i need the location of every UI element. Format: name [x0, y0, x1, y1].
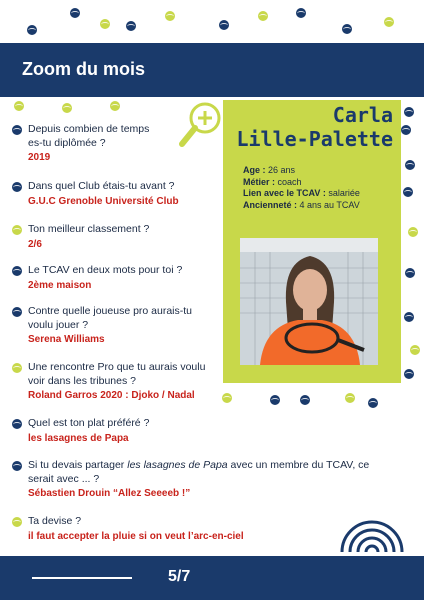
tennis-ball-icon: [342, 24, 352, 34]
tennis-ball-icon: [12, 517, 22, 527]
footer-bar: [0, 556, 424, 600]
answer: 2019: [28, 152, 51, 163]
profile-info: Age : 26 ans Métier : coach Lien avec le TCAV : salariée Ancienneté : 4 ans au TCAV: [243, 165, 360, 210]
tennis-ball-icon: [368, 398, 378, 408]
profile-card: [223, 100, 401, 383]
answer: 2/6: [28, 238, 42, 250]
tennis-ball-icon: [345, 393, 355, 403]
answer: Roland Garros 2020 : Djoko / Nadal: [28, 390, 195, 401]
tennis-ball-icon: [300, 395, 310, 405]
tennis-ball-icon: [12, 461, 22, 471]
question: Quel est ton plat préféré ?: [28, 417, 150, 429]
tennis-ball-icon: [12, 225, 22, 235]
tennis-ball-icon: [70, 8, 80, 18]
tennis-ball-icon: [126, 21, 136, 31]
tennis-ball-icon: [403, 187, 413, 197]
tennis-ball-icon: [296, 8, 306, 18]
tennis-ball-icon: [410, 345, 420, 355]
tennis-ball-icon: [405, 268, 415, 278]
question: Ton meilleur classement ?: [28, 223, 150, 235]
tennis-ball-icon: [401, 125, 411, 135]
qa-item: [12, 459, 382, 500]
footer-divider: [32, 577, 132, 579]
question: Le TCAV en deux mots pour toi ?: [28, 264, 183, 276]
question: Une rencontre Pro que tu aurais voulu voir dans les tribunes ?: [28, 361, 206, 387]
tennis-ball-icon: [404, 369, 414, 379]
answer: 2ème maison: [28, 279, 92, 291]
tennis-ball-icon: [165, 11, 175, 21]
answer: les lasagnes de Papa: [28, 432, 129, 444]
header-bar: [0, 43, 424, 97]
rainbow-icon: [336, 506, 408, 552]
tennis-ball-icon: [384, 17, 394, 27]
question: Si tu devais partager les lasagnes de Papa avec un membre du TCAV, ce serait avec ... ?: [28, 459, 370, 485]
qa-item: [12, 305, 222, 346]
tennis-ball-icon: [100, 19, 110, 29]
tennis-ball-icon: [12, 266, 22, 276]
tennis-ball-icon: [12, 307, 22, 317]
question: Ta devise ?: [28, 515, 82, 527]
qa-item: [12, 180, 222, 208]
profile-name: Carla Lille-Palette: [236, 103, 393, 151]
tennis-ball-icon: [12, 182, 22, 192]
tennis-ball-icon: [258, 11, 268, 21]
page-title: Zoom du mois: [22, 59, 145, 79]
tennis-ball-icon: [404, 107, 414, 117]
question: Depuis combien de temps es-tu diplômée ?: [28, 123, 150, 149]
tennis-ball-icon: [405, 160, 415, 170]
question: Dans quel Club étais-tu avant ?: [28, 180, 175, 192]
answer: G.U.C Grenoble Université Club: [28, 195, 179, 207]
tennis-ball-icon: [404, 312, 414, 322]
qa-item: [12, 515, 382, 543]
tennis-ball-icon: [62, 103, 72, 113]
tennis-ball-icon: [219, 20, 229, 30]
qa-item: [12, 123, 222, 164]
tennis-ball-icon: [14, 101, 24, 111]
qa-item: [12, 361, 222, 402]
tennis-ball-icon: [12, 363, 22, 373]
answer: Sébastien Drouin “Allez Seeeeb !”: [28, 488, 191, 499]
qa-item: [12, 264, 222, 292]
tennis-ball-icon: [110, 101, 120, 111]
qa-item: [12, 417, 222, 445]
answer: il faut accepter la pluie si on veut l’arc-en-ciel: [28, 530, 244, 542]
tennis-ball-icon: [12, 125, 22, 135]
profile-photo: [240, 238, 378, 365]
question: Contre quelle joueuse pro aurais-tu voulu jouer ?: [28, 305, 193, 331]
tennis-ball-icon: [270, 395, 280, 405]
tennis-ball-icon: [12, 419, 22, 429]
answer: Serena Williams: [28, 334, 105, 345]
tennis-ball-icon: [408, 227, 418, 237]
tennis-ball-icon: [27, 25, 37, 35]
page-number: 5/7: [168, 568, 191, 585]
tennis-ball-icon: [222, 393, 232, 403]
qa-item: [12, 223, 222, 251]
